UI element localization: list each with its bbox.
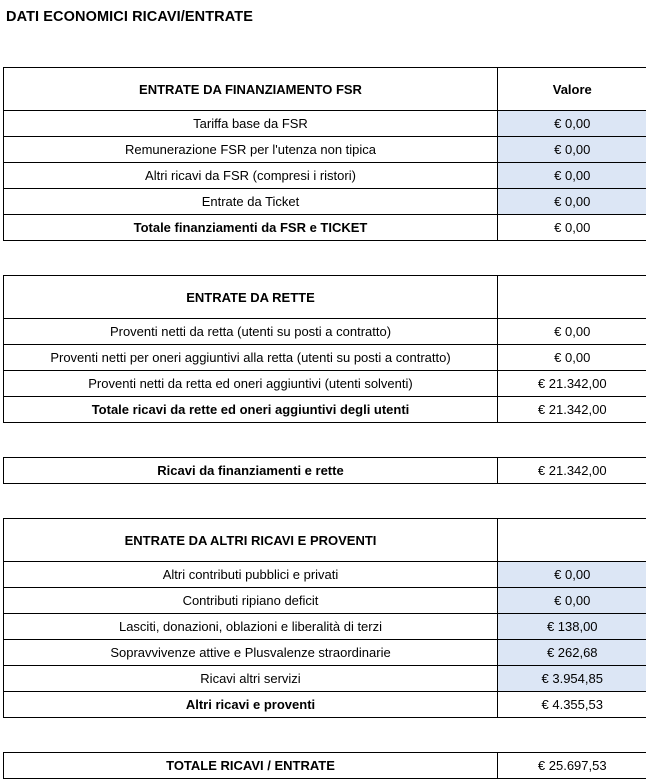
total-label: Altri ricavi e proventi (4, 692, 498, 718)
value-input-cell[interactable]: € 0,00 (498, 163, 646, 189)
value-input-cell[interactable]: € 3.954,85 (498, 666, 646, 692)
total-row (4, 692, 646, 718)
value-input-cell[interactable]: € 0,00 (498, 111, 646, 137)
row-label: Remunerazione FSR per l'utenza non tipica (4, 137, 498, 163)
total-value: € 4.355,53 (498, 692, 646, 718)
value-input-cell[interactable]: € 138,00 (498, 614, 646, 640)
table-row (4, 163, 646, 189)
subtotal-value: € 21.342,00 (498, 458, 646, 484)
subtotal-label: Ricavi da finanziamenti e rette (4, 458, 498, 484)
total-row (4, 215, 646, 241)
row-label: Sopravvivenze attive e Plusvalenze straordinarie (4, 640, 498, 666)
row-label: Lasciti, donazioni, oblazioni e liberalità di terzi (4, 614, 498, 640)
grand-total-label: TOTALE RICAVI / ENTRATE (4, 753, 498, 779)
altri-header: ENTRATE DA ALTRI RICAVI E PROVENTI (4, 519, 498, 562)
grand-total-value: € 25.697,53 (498, 753, 646, 779)
row-label: Proventi netti per oneri aggiuntivi alla retta (utenti su posti a contratto) (4, 345, 498, 371)
row-value: € 21.342,00 (498, 371, 646, 397)
table-row (4, 319, 646, 345)
table-row (4, 111, 646, 137)
rette-table (3, 275, 646, 423)
table-row (4, 345, 646, 371)
table-row (4, 189, 646, 215)
value-input-cell[interactable]: € 0,00 (498, 189, 646, 215)
table-row (4, 640, 646, 666)
subtotal-row (4, 458, 646, 484)
grand-total-table (3, 752, 646, 779)
total-label: Totale finanziamenti da FSR e TICKET (4, 215, 498, 241)
row-label: Entrate da Ticket (4, 189, 498, 215)
table-row (4, 666, 646, 692)
table-row (4, 588, 646, 614)
row-label: Tariffa base da FSR (4, 111, 498, 137)
value-column-header (498, 519, 646, 562)
altri-ricavi-table (3, 518, 646, 718)
value-input-cell[interactable]: € 0,00 (498, 562, 646, 588)
fsr-header: ENTRATE DA FINANZIAMENTO FSR (4, 68, 498, 111)
total-value: € 21.342,00 (498, 397, 646, 423)
value-column-header (498, 276, 646, 319)
table-row (4, 614, 646, 640)
row-value: € 0,00 (498, 345, 646, 371)
row-label: Altri contributi pubblici e privati (4, 562, 498, 588)
subtotal-table (3, 457, 646, 484)
table-row (4, 562, 646, 588)
row-label: Contributi ripiano deficit (4, 588, 498, 614)
row-label: Altri ricavi da FSR (compresi i ristori) (4, 163, 498, 189)
table-row (4, 371, 646, 397)
row-label: Proventi netti da retta (utenti su posti a contratto) (4, 319, 498, 345)
total-value: € 0,00 (498, 215, 646, 241)
row-value: € 0,00 (498, 319, 646, 345)
row-label: Proventi netti da retta ed oneri aggiuntivi (utenti solventi) (4, 371, 498, 397)
value-input-cell[interactable]: € 0,00 (498, 137, 646, 163)
value-column-header: Valore (498, 68, 646, 111)
page-title: DATI ECONOMICI RICAVI/ENTRATE (6, 9, 253, 25)
grand-total-row (4, 753, 646, 779)
total-row (4, 397, 646, 423)
row-label: Ricavi altri servizi (4, 666, 498, 692)
value-input-cell[interactable]: € 0,00 (498, 588, 646, 614)
fsr-table (3, 67, 646, 241)
value-input-cell[interactable]: € 262,68 (498, 640, 646, 666)
rette-header: ENTRATE DA RETTE (4, 276, 498, 319)
total-label: Totale ricavi da rette ed oneri aggiuntivi degli utenti (4, 397, 498, 423)
table-row (4, 137, 646, 163)
